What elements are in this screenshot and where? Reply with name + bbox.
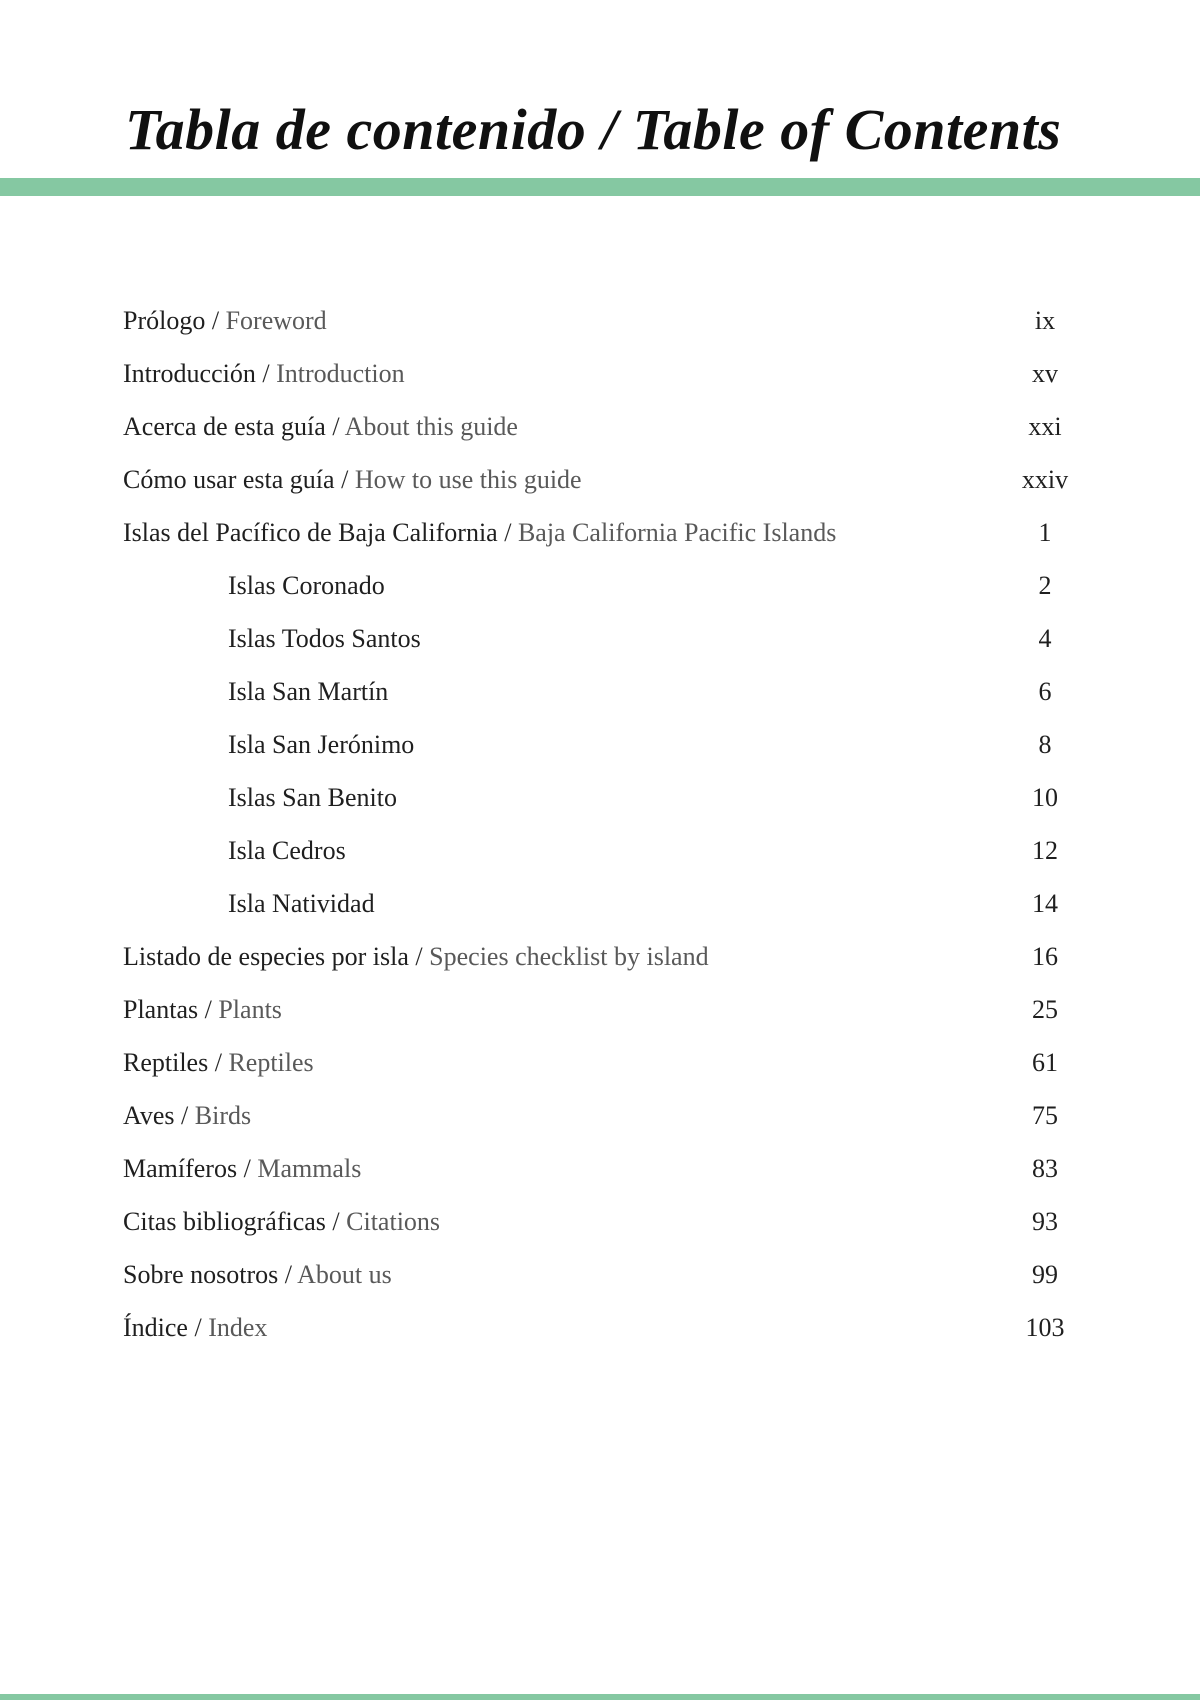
toc-entry-label bbox=[123, 1154, 995, 1184]
toc-entry bbox=[123, 1089, 1095, 1142]
toc-entry-page-number: 16 bbox=[1032, 941, 1058, 971]
toc-entry-label bbox=[123, 412, 995, 442]
toc-entry-label bbox=[123, 359, 995, 389]
toc-entry bbox=[123, 506, 1095, 559]
toc-entry-page-number: 8 bbox=[1038, 729, 1052, 759]
toc-entry-title-en: Citations bbox=[346, 1206, 441, 1236]
toc-entry bbox=[123, 824, 1095, 877]
toc-entry-title-es: Mamíferos bbox=[123, 1153, 238, 1183]
toc-entry-title-es: Sobre nosotros bbox=[123, 1259, 279, 1289]
toc-entry-label bbox=[123, 1048, 995, 1078]
toc-entry-title-en: About this guide bbox=[344, 411, 518, 441]
toc-entry-label bbox=[123, 624, 995, 654]
toc-entry-page-number: 2 bbox=[1038, 570, 1052, 600]
toc-entry-page-number: xxiv bbox=[1021, 464, 1069, 494]
toc-entry bbox=[123, 771, 1095, 824]
toc-entry bbox=[123, 930, 1095, 983]
toc-entry-label bbox=[123, 1313, 995, 1343]
page-title: Tabla de contenido / Table of Contents bbox=[125, 96, 1062, 162]
toc-entry bbox=[123, 1142, 1095, 1195]
toc-entry-title-es: Acerca de esta guía bbox=[123, 411, 326, 441]
toc-entry-separator: / bbox=[208, 1047, 229, 1077]
toc-entry-title-en: Baja California Pacific Islands bbox=[517, 517, 837, 547]
toc-entry bbox=[123, 718, 1095, 771]
toc-entry-label bbox=[123, 518, 995, 548]
toc-entry-title-en: Plants bbox=[218, 994, 282, 1024]
toc-entry-page-number: 75 bbox=[1032, 1100, 1058, 1130]
toc-entry-label bbox=[123, 730, 995, 760]
toc-entry-title-es: Cómo usar esta guía bbox=[123, 464, 335, 494]
toc-entry-label bbox=[123, 465, 995, 495]
toc-entry-title-es: Introducción bbox=[123, 358, 256, 388]
toc-entry-title-es: Índice bbox=[123, 1312, 188, 1342]
toc-entry-label bbox=[123, 306, 995, 336]
toc-entry-page-number: 93 bbox=[1032, 1206, 1058, 1236]
toc-entry bbox=[123, 877, 1095, 930]
toc-entry-separator: / bbox=[187, 1312, 209, 1342]
toc-entry-title-es: Islas Coronado bbox=[228, 570, 385, 600]
top-divider-bar bbox=[0, 178, 1200, 196]
toc-entry-separator: / bbox=[237, 1153, 258, 1183]
toc-entry bbox=[123, 1036, 1095, 1089]
toc-entry-label bbox=[123, 1260, 995, 1290]
toc-entry-title-es: Islas Todos Santos bbox=[228, 623, 421, 653]
toc-entry-title-en: Reptiles bbox=[228, 1047, 314, 1077]
toc-entry-title-es: Isla San Jerónimo bbox=[228, 729, 415, 759]
toc-entry-page-number: 10 bbox=[1032, 782, 1058, 812]
toc-entry-page-number: 6 bbox=[1038, 676, 1052, 706]
toc-entry-page-number: 12 bbox=[1032, 835, 1058, 865]
toc-entry-page-number: xxi bbox=[1028, 411, 1062, 441]
toc-entry-label bbox=[123, 1101, 995, 1131]
toc-entry-label bbox=[123, 1207, 995, 1237]
toc-entry-page-number: 83 bbox=[1032, 1153, 1058, 1183]
toc-entry-separator: / bbox=[325, 411, 345, 441]
toc-entry bbox=[123, 294, 1095, 347]
toc-entry-page-number: 99 bbox=[1032, 1259, 1058, 1289]
toc-entry bbox=[123, 612, 1095, 665]
toc-entry-title-en: How to use this guide bbox=[354, 464, 582, 494]
toc-list bbox=[123, 294, 1095, 1354]
toc-entry-separator: / bbox=[198, 994, 219, 1024]
toc-entry bbox=[123, 1195, 1095, 1248]
toc-entry-label bbox=[123, 995, 995, 1025]
toc-entry-title-es: Isla Natividad bbox=[228, 888, 375, 918]
toc-entry-label bbox=[123, 836, 995, 866]
toc-entry-page-number: 61 bbox=[1032, 1047, 1058, 1077]
toc-entry-title-en: About us bbox=[297, 1259, 392, 1289]
toc-entry-title-en: Birds bbox=[194, 1100, 252, 1130]
toc-entry-page-number: xv bbox=[1032, 358, 1058, 388]
toc-entry bbox=[123, 1248, 1095, 1301]
toc-entry-title-es: Islas del Pacífico de Baja California bbox=[123, 517, 498, 547]
toc-entry-title-en: Species checklist by island bbox=[429, 941, 709, 971]
toc-entry-title-es: Islas San Benito bbox=[228, 782, 397, 812]
toc-entry-title-es: Reptiles bbox=[123, 1047, 209, 1077]
toc-entry-page-number: 4 bbox=[1038, 623, 1052, 653]
toc-entry-label bbox=[123, 942, 995, 972]
toc-entry-label bbox=[123, 889, 995, 919]
toc-entry bbox=[123, 453, 1095, 506]
toc-entry-title-es: Isla Cedros bbox=[228, 835, 346, 865]
toc-entry-separator: / bbox=[255, 358, 277, 388]
toc-entry-page-number: 1 bbox=[1038, 517, 1052, 547]
toc-entry-separator: / bbox=[497, 517, 518, 547]
toc-entry bbox=[123, 665, 1095, 718]
toc-entry-page-number: 14 bbox=[1032, 888, 1058, 918]
toc-entry-separator: / bbox=[334, 464, 355, 494]
toc-entry bbox=[123, 559, 1095, 612]
toc-entry-separator: / bbox=[278, 1259, 298, 1289]
toc-entry-page-number: 103 bbox=[1025, 1312, 1065, 1342]
toc-entry-separator: / bbox=[174, 1100, 195, 1130]
toc-entry-separator: / bbox=[408, 941, 430, 971]
toc-entry-label bbox=[123, 783, 995, 813]
toc-entry bbox=[123, 400, 1095, 453]
toc-entry-title-es: Citas bibliográficas bbox=[123, 1206, 326, 1236]
toc-entry-label bbox=[123, 571, 995, 601]
toc-entry-title-es: Listado de especies por isla bbox=[123, 941, 409, 971]
toc-entry-page-number: 25 bbox=[1032, 994, 1058, 1024]
toc-entry-title-en: Mammals bbox=[257, 1153, 362, 1183]
toc-entry-title-en: Introduction bbox=[276, 358, 405, 388]
toc-entry-title-es: Aves bbox=[123, 1100, 175, 1130]
toc-entry-title-es: Plantas bbox=[123, 994, 199, 1024]
toc-entry-title-en: Foreword bbox=[225, 305, 327, 335]
toc-entry-separator: / bbox=[205, 305, 226, 335]
toc-entry-page-number: ix bbox=[1034, 305, 1056, 335]
toc-entry-title-es: Isla San Martín bbox=[228, 676, 389, 706]
toc-entry-separator: / bbox=[325, 1206, 347, 1236]
toc-entry-title-es: Prólogo bbox=[123, 305, 206, 335]
toc-entry bbox=[123, 1301, 1095, 1354]
toc-entry bbox=[123, 347, 1095, 400]
toc-entry-label bbox=[123, 677, 995, 707]
bottom-divider-bar bbox=[0, 1694, 1200, 1700]
toc-entry bbox=[123, 983, 1095, 1036]
toc-entry-title-en: Index bbox=[208, 1312, 268, 1342]
